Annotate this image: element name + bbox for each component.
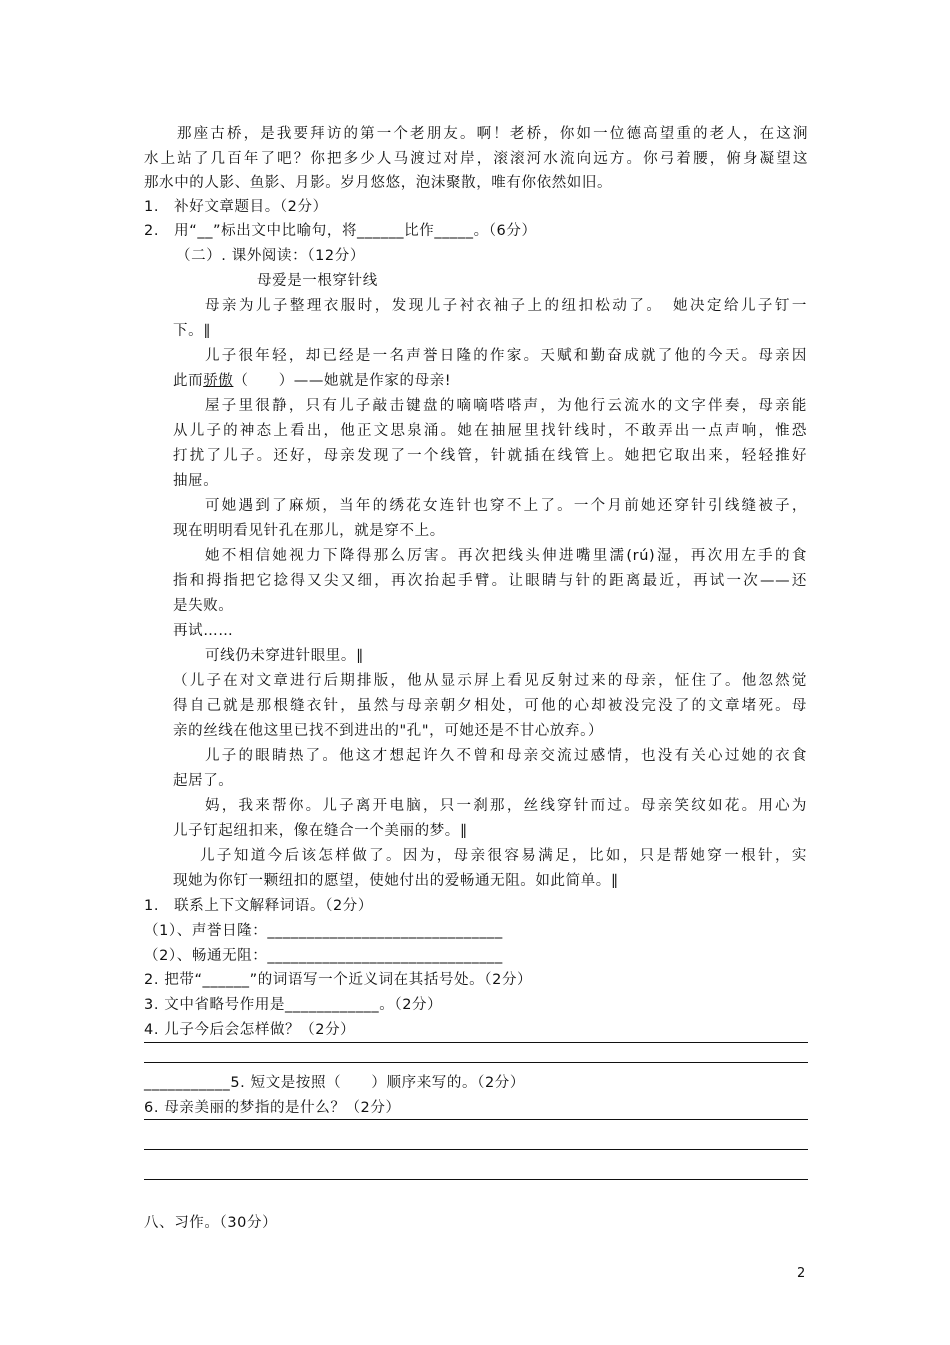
answer-line xyxy=(144,1149,808,1150)
composition-heading: 八、习作。（30分） xyxy=(144,1215,278,1231)
question-1: 1. 补好文章题目。（2分） xyxy=(144,199,328,215)
story-line xyxy=(173,371,451,391)
story-line: 指和拇指把它捻得又尖又细，再次抬起手臂。让眼睛与针的距离最近，再试一次——还 xyxy=(173,573,807,589)
page-number: 2 xyxy=(797,1266,806,1281)
story-line: 她不相信她视力下降得那么厉害。再次把线头伸进嘴里濡(rú)湿，再次用左手的食 xyxy=(205,548,807,564)
story-line: 从儿子的神态上看出，他正文思泉涌。她在抽屉里找针线时，不敢弄出一点声响，惟恐 xyxy=(173,423,807,439)
story-line: 可她遇到了麻烦，当年的绣花女连针也穿不上了。一个月前她还穿针引线缝被子， xyxy=(205,498,807,514)
story-line: （儿子在对文章进行后期排版，他从显示屏上看见反射过来的母亲，怔住了。他忽然觉 xyxy=(173,673,807,689)
story-line: 母亲为儿子整理衣服时，发现儿子衬衣袖子上的纽扣松动了。 她决定给儿子钉一 xyxy=(205,298,807,314)
question-2: 2. 把带“______”的词语写一个近义词在其括号处。（2分） xyxy=(144,972,533,988)
question-1a: （1）、声誉日隆：______________________________ xyxy=(144,923,503,939)
story-line: 现在明明看见针孔在那儿，就是穿不上。 xyxy=(173,523,445,539)
answer-line xyxy=(144,1062,808,1063)
story-line: 下。∥ xyxy=(173,323,212,339)
story-line: 妈，我来帮你。儿子离开电脑，只一刹那，丝线穿针而过。母亲笑纹如花。用心为 xyxy=(205,798,807,814)
intro-line: 水上站了几百年了吧？你把多少人马渡过对岸，滚滚河水流向远方。你弓着腰，俯身凝望这 xyxy=(144,151,808,167)
text-segment: （ ）——她就是作家的母亲! xyxy=(233,373,452,389)
question-5 xyxy=(144,1073,525,1093)
answer-blank: ___________ xyxy=(144,1075,231,1091)
question-2: 2. 用“__”标出文中比喻句，将______比作_____。（6分） xyxy=(144,223,537,239)
question-3: 3. 文中省略号作用是____________。（2分） xyxy=(144,997,443,1013)
question-1b: （2）、畅通无阻：______________________________ xyxy=(144,948,503,964)
story-line: 儿子很年轻，却已经是一名声誉日隆的作家。天赋和勤奋成就了他的今天。母亲因 xyxy=(205,348,807,364)
question-6: 6. 母亲美丽的梦指的是什么？（2分） xyxy=(144,1100,401,1116)
story-line: 得自己就是那根缝衣针，虽然与母亲朝夕相处，可他的心却被没完没了的文章堵死。母 xyxy=(173,698,807,714)
story-line: 抽屉。 xyxy=(173,473,219,489)
story-line: 儿子知道今后该怎样做了。因为，母亲很容易满足，比如，只是帮她穿一根针，实 xyxy=(200,848,807,864)
story-line: 再试…… xyxy=(173,623,234,639)
story-line: 儿子钉起纽扣来，像在缝合一个美丽的梦。∥ xyxy=(173,823,468,839)
story-line: 是失败。 xyxy=(173,598,234,614)
question-4: 4. 儿子今后会怎样做？（2分） xyxy=(144,1022,356,1038)
question-text: 5. 短文是按照（ ）顺序来写的。（2分） xyxy=(230,1075,525,1091)
underlined-word: 骄傲 xyxy=(203,373,234,389)
story-line: 现她为你钉一颗纽扣的愿望，使她付出的爱畅通无阻。如此简单。∥ xyxy=(173,873,619,889)
section-heading: （二）. 课外阅读：（12分） xyxy=(176,248,365,264)
answer-line xyxy=(144,1179,808,1180)
story-line: 亲的丝线在他这里已找不到进出的"孔"，可她还是不甘心放弃。） xyxy=(173,723,604,739)
intro-line: 那水中的人影、鱼影、月影。岁月悠悠，泡沫聚散，唯有你依然如旧。 xyxy=(144,175,613,191)
answer-line xyxy=(144,1119,808,1120)
text-segment: 此而 xyxy=(173,373,204,389)
story-line: 起居了。 xyxy=(173,773,234,789)
story-title: 母爱是一根穿针线 xyxy=(257,273,378,289)
story-line: 可线仍未穿进针眼里。∥ xyxy=(205,648,364,664)
answer-line xyxy=(144,1042,808,1043)
intro-line: 那座古桥，是我要拜访的第一个老朋友。啊！老桥，你如一位德高望重的老人，在这涧 xyxy=(177,126,808,142)
story-line: 屋子里很静，只有儿子敲击键盘的嘀嘀嗒嗒声，为他行云流水的文字伴奏，母亲能 xyxy=(205,398,807,414)
story-line: 打扰了儿子。还好，母亲发现了一个线管，针就插在线管上。她把它取出来，轻轻推好 xyxy=(173,448,807,464)
question-1: 1. 联系上下文解释词语。（2分） xyxy=(144,898,374,914)
story-line: 儿子的眼睛热了。他这才想起许久不曾和母亲交流过感情，也没有关心过她的衣食 xyxy=(205,748,807,764)
